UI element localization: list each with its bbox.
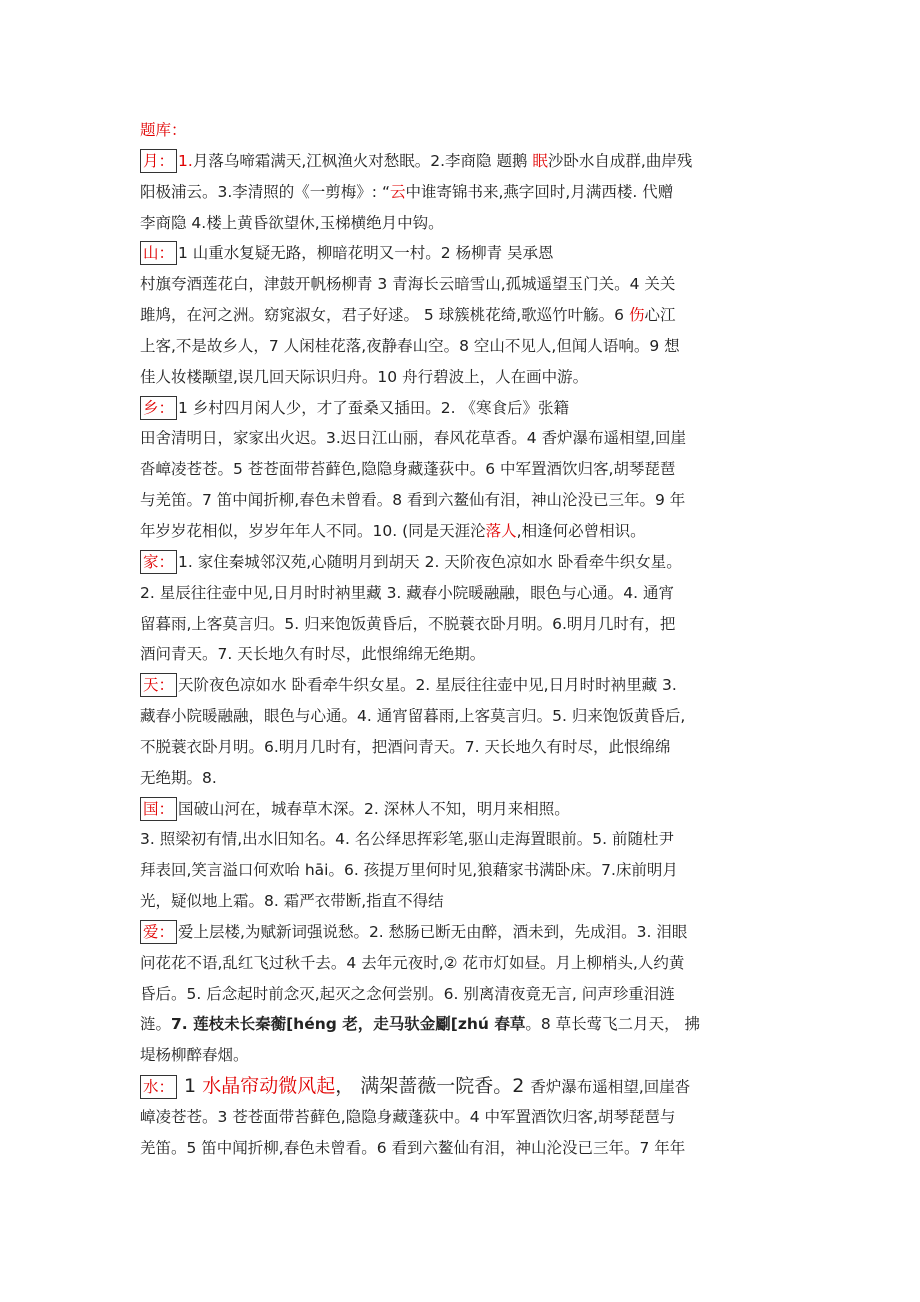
text-segment: 月落乌啼霜满天,江枫渔火对愁眠。2.李商隐 题鹅 [192, 151, 533, 170]
text-line [140, 208, 800, 239]
text-line [140, 269, 800, 300]
text-segment: 留暮雨,上客莫言归。5. 归来饱饭黄昏后，不脱蓑衣卧月明。6.明月几时有，把 [140, 614, 676, 633]
text-line [140, 824, 800, 855]
text-segment: 1 乡村四月闲人少，才了蚕桑又插田。2. 《寒食后》张籍 [178, 398, 570, 417]
document-title: 题库： [140, 121, 187, 139]
text-line [140, 1071, 800, 1102]
text-segment: 羌笛。5 笛中闻折柳,春色未曾看。6 看到六鳌仙有泪，神山沦没已三年。7 年年 [140, 1138, 686, 1157]
text-line [140, 454, 800, 485]
text-line [140, 609, 800, 640]
text-line [140, 979, 800, 1010]
text-segment: 3. 照梁初有情,出水旧知名。4. 名公绎思挥彩笔,驱山走海置眼前。5. 前随杜尹 [140, 830, 675, 849]
text-segment: 1 山重水复疑无路，柳暗花明又一村。2 杨柳青 吴承恩 [178, 244, 554, 263]
text-segment: 李商隐 4.楼上黄昏欲望休,玉梯横绝月中钩。 [140, 213, 444, 232]
text-segment: 1 [178, 1075, 203, 1098]
text-segment: 7. 莲枝未长秦蘅[héng 老，走马驮金劚[zhú 春草 [171, 1015, 526, 1034]
text-segment: 藏春小院暖融融，眼色与心通。4. 通宵留暮雨,上客莫言归。5. 归来饱饭黄昏后, [140, 707, 686, 726]
text-segment: 2. 星辰往往壶中见,日月时时衲里藏 3. 藏春小院暖融融，眼色与心通。4. 通宵 [140, 583, 675, 602]
text-segment: 中谁寄锦书来,燕字回时,月满西楼. 代赠 [405, 182, 674, 201]
section [140, 1071, 800, 1164]
text-line [140, 393, 800, 424]
section [140, 547, 800, 670]
section-key-label: 天： [140, 673, 177, 697]
document-body [140, 115, 800, 1164]
text-segment: 上客,不是故乡人，7 人闲桂花落,夜静春山空。8 空山不见人,但闻人语响。9 想 [140, 336, 680, 355]
text-line [140, 362, 800, 393]
text-line [140, 732, 800, 763]
text-segment: 心江 [644, 306, 676, 325]
text-segment: 涟。 [140, 1015, 172, 1034]
section-key-label: 水： [140, 1075, 177, 1099]
text-line [140, 485, 800, 516]
text-segment: 年岁岁花相似，岁岁年年人不同。10. (同是天涯沦 [140, 521, 486, 540]
text-segment: 不脱蓑衣卧月明。6.明月几时有，把酒问青天。7. 天长地久有时尽，此恨绵绵 [140, 737, 671, 756]
text-segment: 。8 草长莺飞二月天， 拂 [525, 1015, 701, 1034]
text-line [140, 948, 800, 979]
text-segment: 酒问青天。7. 天长地久有时尽，此恨绵绵无绝期。 [140, 645, 486, 664]
text-segment: 国破山河在，城春草木深。2. 深林人不知，明月来相照。 [178, 799, 570, 818]
text-line [140, 670, 800, 701]
text-line [140, 1102, 800, 1133]
text-segment: 问花花不语,乱红飞过秋千去。4 去年元夜时,② 花市灯如昼。月上柳梢头,人约黄 [140, 953, 685, 972]
text-line [140, 578, 800, 609]
text-line [140, 547, 800, 578]
text-segment: ， 满架蔷薇一院香。2 [335, 1075, 531, 1098]
text-segment: 村旗夸酒莲花白，津鼓开帆杨柳青 3 青海长云暗雪山,孤城遥望玉门关。4 关关 [140, 275, 676, 294]
section-key-label: 乡： [140, 396, 177, 420]
text-segment: 1. 家住秦城邻汉苑,心随明月到胡天 2. 天阶夜色凉如水 卧看牵牛织女星。 [178, 552, 682, 571]
text-segment: 嶂凌苍苍。3 苍苍面带苔藓色,隐隐身藏蓬荻中。4 中军置酒饮归客,胡琴琵琶与 [140, 1108, 676, 1126]
text-segment: 沓嶂凌苍苍。5 苍苍面带苔藓色,隐隐身藏蓬荻中。6 中军置酒饮归客,胡琴琵琶 [140, 460, 676, 479]
text-line [140, 701, 800, 732]
highlighted-text: 1. [178, 151, 193, 170]
section-key-label: 家： [140, 550, 177, 574]
section [140, 917, 800, 1071]
text-segment: 天阶夜色凉如水 卧看牵牛织女星。2. 星辰往往壶中见,日月时时衲里藏 3. [178, 676, 677, 695]
highlighted-text: 落人 [485, 521, 517, 540]
text-line [140, 886, 800, 917]
text-segment: 田舍清明日，家家出火迟。3.迟日江山丽，春风花草香。4 香炉瀑布遥相望,回崖 [140, 429, 687, 448]
section [140, 146, 800, 239]
highlighted-text: 眠 [532, 151, 548, 170]
text-segment: 雎鸠，在河之洲。窈窕淑女，君子好逑。 5 球簇桃花绮,歌巡竹叶觞。6 [140, 306, 629, 325]
section-key-label: 国： [140, 797, 177, 821]
highlighted-text: 水晶帘动微风起 [202, 1075, 336, 1098]
text-segment: 堤杨柳醉春烟。 [140, 1046, 249, 1065]
text-line [140, 1133, 800, 1164]
section-key-label: 山： [140, 241, 177, 265]
text-line [140, 516, 800, 547]
text-segment: 无绝期。8. [140, 768, 217, 787]
highlighted-text: 云 [389, 182, 406, 201]
text-segment: 爱上层楼,为赋新词强说愁。2. 愁肠已断无由醉，酒未到，先成泪。3. 泪眼 [178, 922, 688, 941]
text-segment: 与羌笛。7 笛中闻折柳,春色未曾看。8 看到六鳌仙有泪，神山沦没已三年。9 年 [140, 491, 686, 510]
text-line [140, 300, 800, 331]
text-line [140, 855, 800, 886]
section [140, 238, 800, 392]
text-line [140, 917, 800, 948]
highlighted-text: 伤 [628, 306, 645, 325]
section-key-label: 月： [140, 149, 177, 173]
section [140, 794, 800, 917]
question-bank [140, 146, 800, 1164]
text-line [140, 146, 800, 177]
text-line [140, 423, 800, 454]
text-segment: 拜表回,笑言溢口何欢咍 hāi。6. 孩提万里何时见,狼藉家书满卧床。7.床前明月 [140, 861, 678, 880]
section [140, 393, 800, 547]
section-key-label: 爱： [140, 920, 177, 944]
text-line [140, 1040, 800, 1071]
text-segment: 光，疑似地上霜。8. 霜严衣带断,指直不得结 [140, 892, 444, 911]
text-segment: ,相逢何必曾相识。 [516, 521, 646, 540]
section [140, 670, 800, 793]
text-segment: 沙卧水自成群,曲岸残 [547, 151, 693, 170]
text-segment: 阳极浦云。3.李清照的《一剪梅》: “ [140, 182, 390, 201]
text-segment: 香炉瀑布遥相望,回崖沓 [530, 1078, 691, 1097]
text-line [140, 1009, 800, 1040]
text-line [140, 331, 800, 362]
text-line [140, 177, 800, 208]
text-line [140, 794, 800, 825]
text-line [140, 763, 800, 794]
text-segment: 佳人妆楼颙望,误几回天际识归舟。10 舟行碧波上，人在画中游。 [140, 367, 589, 386]
text-segment: 昏后。5. 后念起时前念灭,起灭之念何尝别。6. 别离清夜竟无言, 问声珍重泪涟 [140, 984, 675, 1003]
text-line [140, 639, 800, 670]
text-line [140, 238, 800, 269]
